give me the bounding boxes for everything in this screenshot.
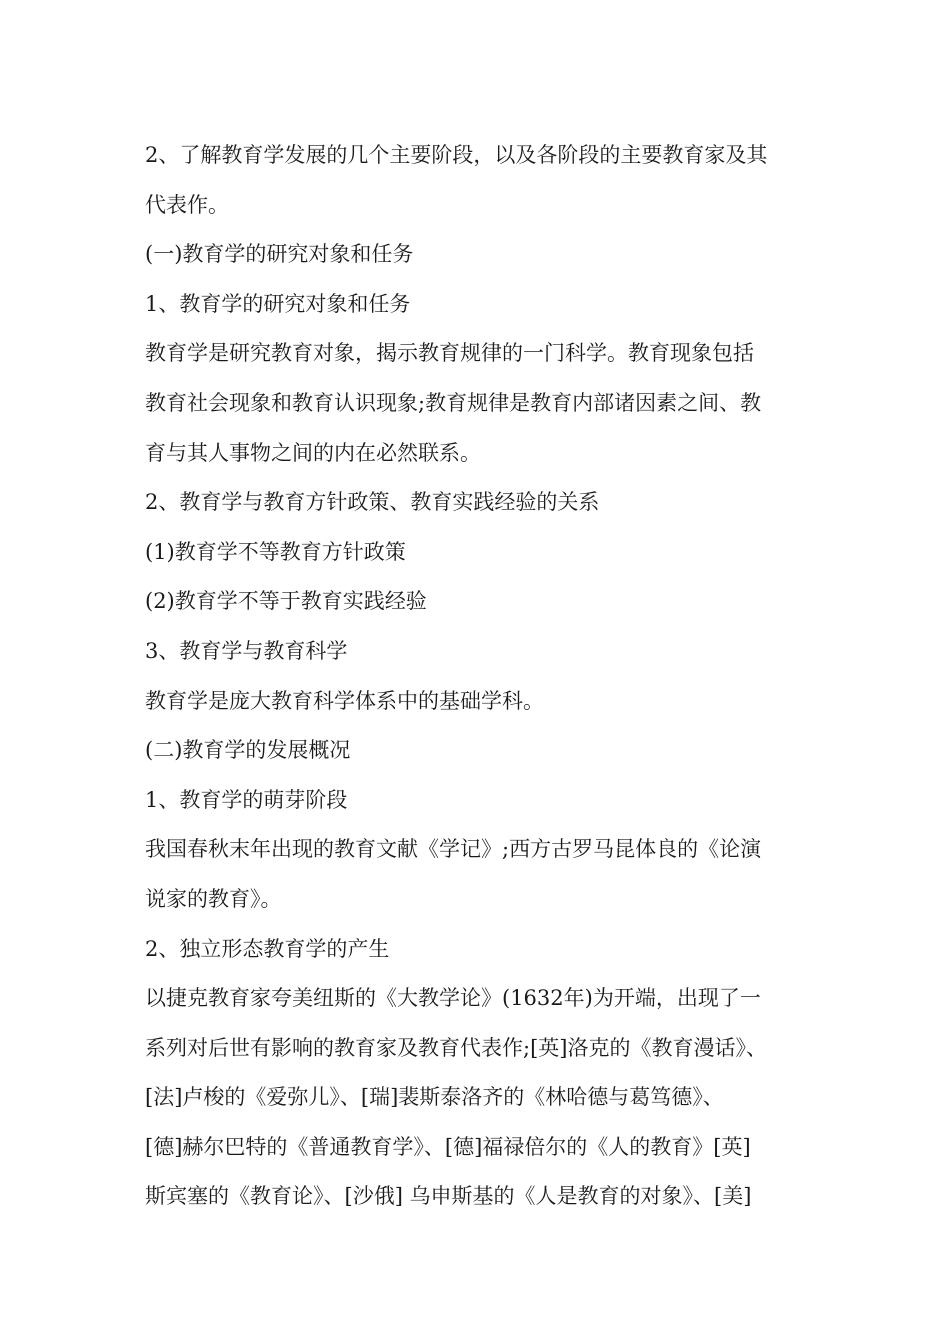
- list-item: (2)教育学不等于教育实践经验: [145, 589, 427, 614]
- text-line: 斯宾塞的《教育论》、[沙俄] 乌申斯基的《人是教育的对象》、[美]: [145, 1184, 752, 1209]
- text-line: 育与其人事物之间的内在必然联系。: [145, 440, 481, 465]
- text-line: 代表作。: [145, 192, 229, 217]
- text-line: 系列对后世有影响的教育家及教育代表作;[英]洛克的《教育漫话》、: [145, 1035, 767, 1060]
- section-heading: (一)教育学的研究对象和任务: [145, 242, 414, 267]
- text-line: 教育社会现象和教育认识现象;教育规律是教育内部诸因素之间、教: [145, 390, 762, 415]
- list-item: (1)教育学不等教育方针政策: [145, 539, 406, 564]
- text-line: 以捷克教育家夸美纽斯的《大教学论》(1632年)为开端，出现了一: [145, 986, 761, 1011]
- subsection-heading: 2、教育学与教育方针政策、教育实践经验的关系: [145, 490, 600, 515]
- text-line: [德]赫尔巴特的《普通教育学》、[德]福禄倍尔的《人的教育》[英]: [145, 1134, 751, 1159]
- subsection-heading: 3、教育学与教育科学: [145, 638, 348, 663]
- section-heading: (二)教育学的发展概况: [145, 738, 351, 763]
- subsection-heading: 1、教育学的萌芽阶段: [145, 787, 348, 812]
- text-line: 2、了解教育学发展的几个主要阶段，以及各阶段的主要教育家及其: [145, 143, 768, 167]
- text-line: [法]卢梭的《爱弥儿》、[瑞]裴斯泰洛齐的《林哈德与葛笃德》、: [145, 1085, 724, 1110]
- text-line: 教育学是研究教育对象，揭示教育规律的一门科学。教育现象包括: [145, 341, 754, 366]
- subsection-heading: 2、独立形态教育学的产生: [145, 936, 390, 961]
- text-line: 教育学是庞大教育科学体系中的基础学科。: [145, 688, 544, 713]
- text-line: 我国春秋末年出现的教育文献《学记》;西方古罗马昆体良的《论演: [145, 837, 762, 862]
- subsection-heading: 1、教育学的研究对象和任务: [145, 291, 411, 316]
- text-line: 说家的教育》。: [145, 886, 282, 911]
- document-body: [145, 131, 825, 1222]
